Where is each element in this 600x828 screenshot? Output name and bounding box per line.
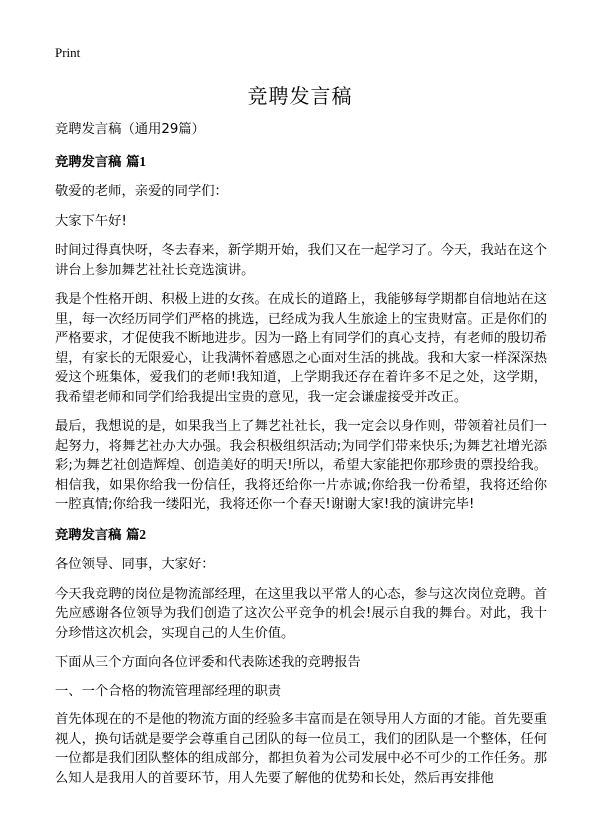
- section-heading: [55, 525, 547, 546]
- paragraph: 下面从三个方面向各位评委和代表陈述我的竞聘报告: [55, 655, 361, 670]
- section-heading-prefix: 竞聘发言稿 篇: [55, 154, 140, 170]
- section-heading-number: 1: [139, 153, 147, 169]
- section-heading-prefix: 竞聘发言稿 篇: [55, 527, 140, 543]
- paragraph: 大家下午好!: [55, 213, 127, 229]
- print-link[interactable]: Print: [55, 45, 81, 60]
- document-body: [55, 120, 547, 798]
- paragraph: 敬爱的老师，亲爱的同学们：: [55, 184, 228, 199]
- section-heading-number: 2: [139, 526, 147, 542]
- document-title: 竞聘发言稿: [247, 84, 353, 108]
- section-heading: [55, 152, 547, 173]
- paragraph: 首先体现在的不是他的物流方面的经验多丰富而是在领导用人方面的才能。首先要重视人，换句话就是要学会尊重自己团队的每一位员工，我们的团队是一个整体，任何一位都是我们团队整体的组成部分，都担负着为公司发展中必不可少的工作任务。那么知人是我用人的首要环节，用人先要了解他的优势和长处，然后再安排他: [55, 712, 547, 786]
- paragraph: 我是个性格开朗、积极上进的女孩。在成长的道路上，我能够每学期都自信地站在这里，每一次经历同学们严格的挑选，已经成为我人生旅途上的宝贵财富。正是你们的严格要求，才促使我不断地进步。因为一路上有同学们的真心支持，有老师的殷切希望，有家长的无限爱心，让我满怀着感恩之心面对生活的挑战。我和大家一样深深热爱这个班集体，爱我们的老师!我知道，上学期我还存在着许多不足之处，这学期，我希望老师和同学们给我提出宝贵的意见，我一定会谦虚接受并改正。: [55, 292, 547, 405]
- paragraph: 最后，我想说的是，如果我当上了舞艺社社长，我一定会以身作则，带领着社员们一起努力，将舞艺社办大办强。我会积极组织活动;为同学们带来快乐;为舞艺社增光添彩;为舞艺社创造辉煌、创造美好的明天!所以，希望大家能把你那珍贵的票投给我。相信我，如果你给我一份信任，我将还给你一片赤诚;你给我一份希望，我将还给你一腔真情;你给我一缕阳光，我将还你一个春天!谢谢大家!我的演讲完毕!: [55, 419, 547, 512]
- document-subtitle: 竞聘发言稿（通用29篇）: [55, 122, 205, 137]
- paragraph: 各位领导、同事，大家好：: [55, 557, 215, 572]
- paragraph: 一、一个合格的物流管理部经理的职责: [55, 683, 282, 699]
- paragraph: 时间过得真快呀，冬去春来，新学期开始，我们又在一起学习了。今天，我站在这个讲台上参加舞艺社社长竞选演讲。: [55, 243, 547, 278]
- paragraph: 今天我竞聘的岗位是物流部经理，在这里我以平常人的心态，参与这次岗位竞聘。首先应感谢各位领导为我们创造了这次公平竞争的机会!展示自我的舞台。对此，我十分珍惜这次机会，实现自己的人生价值。: [55, 586, 547, 641]
